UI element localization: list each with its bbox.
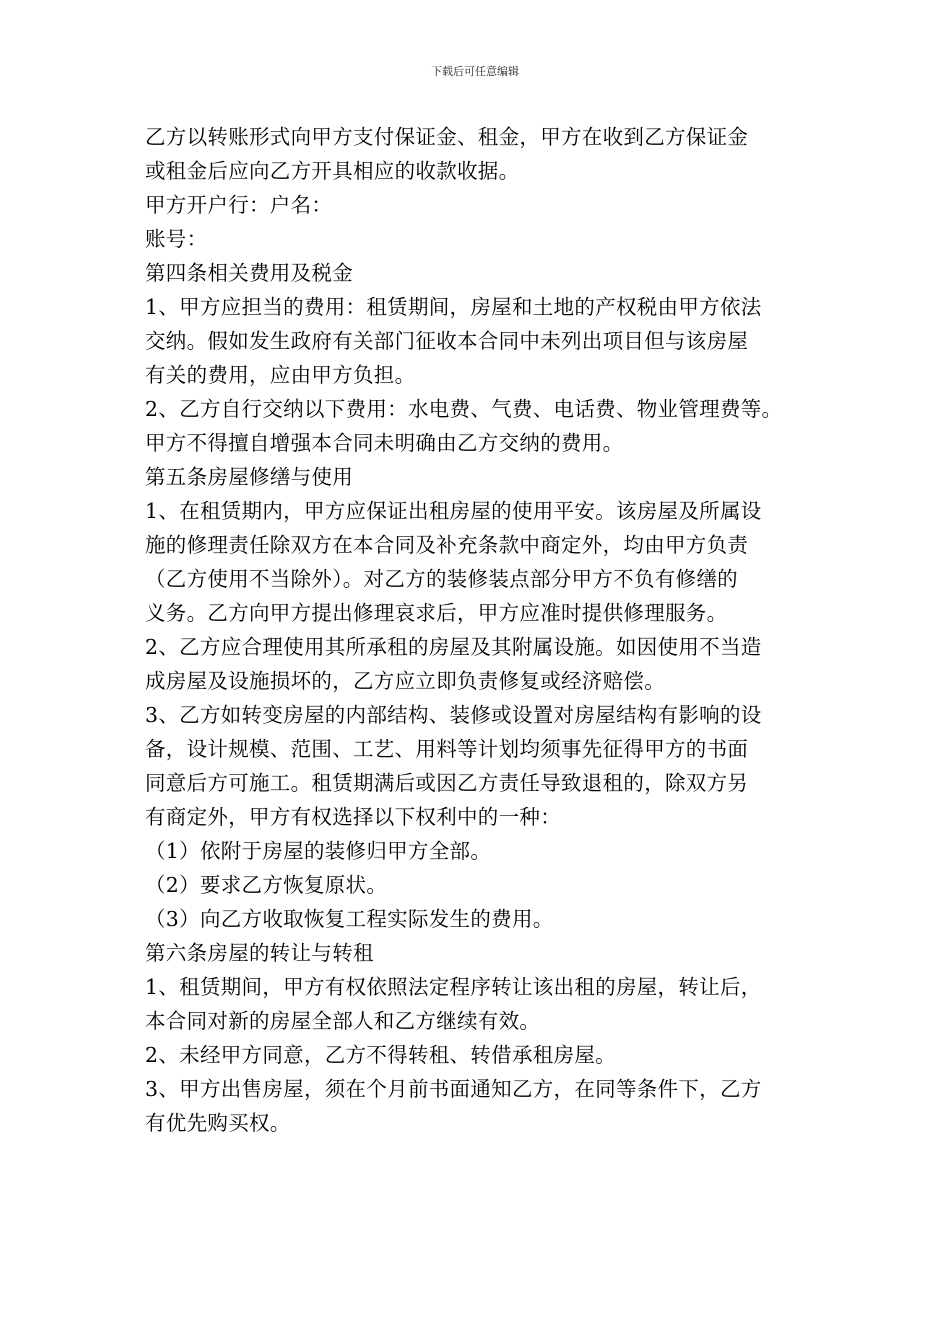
section-heading: 第五条房屋修缮与使用	[145, 465, 353, 489]
text-line: （乙方使用不当除外）。对乙方的装修装点部分甲方不负有修缮的	[145, 567, 738, 591]
text-line: 甲方不得擅自增强本合同未明确由乙方交纳的费用。	[145, 431, 624, 455]
text-line: 2、未经甲方同意，乙方不得转租、转借承租房屋。	[145, 1043, 616, 1067]
text-line: 1、甲方应担当的费用：租赁期间，房屋和土地的产权税由甲方依法	[145, 295, 762, 319]
document-body	[145, 120, 825, 1140]
text-line: 备，设计规模、范围、工艺、用料等计划均须事先征得甲方的书面	[145, 737, 749, 761]
list-item: （2）要求乙方恢复原状。	[145, 873, 388, 897]
text-line: 施的修理责任除双方在本合同及补充条款中商定外，均由甲方负责	[145, 533, 749, 557]
text-line: 1、在租赁期内，甲方应保证出租房屋的使用平安。该房屋及所属设	[145, 499, 762, 523]
text-line: 本合同对新的房屋全部人和乙方继续有效。	[145, 1009, 541, 1033]
text-line: 2、乙方应合理使用其所承租的房屋及其附属设施。如因使用不当造	[145, 635, 762, 659]
text-line: 乙方以转账形式向甲方支付保证金、租金，甲方在收到乙方保证金	[145, 125, 749, 149]
text-line: 有关的费用，应由甲方负担。	[145, 363, 416, 387]
section-heading: 第四条相关费用及税金	[145, 261, 353, 285]
text-line: 3、甲方出售房屋，须在个月前书面通知乙方，在同等条件下，乙方	[145, 1077, 762, 1101]
text-line: 义务。乙方向甲方提出修理哀求后，甲方应准时提供修理服务。	[145, 601, 728, 625]
text-line: 同意后方可施工。租赁期满后或因乙方责任导致退租的，除双方另	[145, 771, 749, 795]
text-line: 账号：	[145, 227, 208, 251]
text-line: 或租金后应向乙方开具相应的收款收据。	[145, 159, 520, 183]
text-line: 甲方开户行：户名：	[145, 193, 333, 217]
text-line: 成房屋及设施损坏的，乙方应立即负责修复或经济赔偿。	[145, 669, 665, 693]
text-line: 2、乙方自行交纳以下费用：水电费、气费、电话费、物业管理费等。	[145, 397, 783, 421]
page-header: 下载后可任意编辑	[431, 65, 519, 78]
text-line: 1、租赁期间，甲方有权依照法定程序转让该出租的房屋，转让后，	[145, 975, 762, 999]
text-line: 有商定外，甲方有权选择以下权利中的一种：	[145, 805, 561, 829]
text-line: 有优先购买权。	[145, 1111, 291, 1135]
list-item: （3）向乙方收取恢复工程实际发生的费用。	[145, 907, 554, 931]
list-item: （1）依附于房屋的装修归甲方全部。	[145, 839, 492, 863]
text-line: 3、乙方如转变房屋的内部结构、装修或设置对房屋结构有影响的设	[145, 703, 762, 727]
section-heading: 第六条房屋的转让与转租	[145, 941, 374, 965]
text-line: 交纳。假如发生政府有关部门征收本合同中未列出项目但与该房屋	[145, 329, 749, 353]
